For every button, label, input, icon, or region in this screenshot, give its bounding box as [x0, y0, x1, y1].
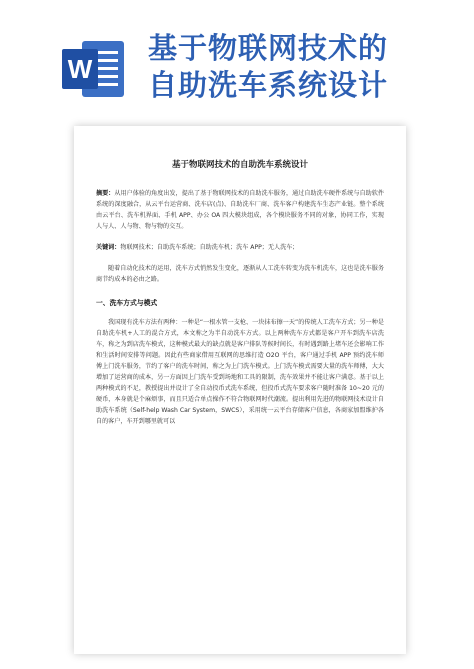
abstract-text: 从用户体验的角度出发，提出了基于物联网技术的自助洗车服务，通过自助洗车硬件系统与自助软件系统的深度融合，从云平台运营商、洗车店(点)、自助洗车厂商、洗车客户构建洗车生态产业链。整个系统由云平台、洗车机界面、手机 APP、办公 OA 四大模块组成，各个模块服务不同的对象，协同工作，实现人与人、人与物、物与物的交互。 — [96, 190, 385, 230]
banner-title-line2: 自助洗车系统设计 — [148, 68, 389, 102]
section-heading: 一、洗车方式与模式 — [96, 299, 158, 307]
document-page — [74, 126, 406, 654]
intro-paragraph: 随着自动化技术的运用，洗车方式悄然发生变化，逐渐从人工洗车转变为洗车机洗车，这也是洗车服务商节约成本的必由之路。 — [96, 265, 384, 283]
keywords-label: 关键词： — [96, 244, 121, 251]
document-title: 基于物联网技术的自助洗车系统设计 — [171, 160, 308, 170]
word-document-icon — [62, 37, 124, 101]
word-icon-letter: W — [62, 49, 98, 89]
keywords-text: 物联网技术；自助洗车系统；自助洗车机；洗车 APP；无人洗车； — [120, 244, 299, 251]
banner-title — [148, 30, 468, 104]
keywords — [96, 242, 384, 253]
banner-title-line1: 基于物联网技术的 — [148, 31, 389, 65]
section-paragraph: 我国现有洗车方法有两种：一种是“一根水管一支枪、一块抹布擦一天”的传统人工洗车方式；另一种是自助洗车机+人工的混合方式，本文称之为半自动洗车方式。以上两种洗车方式都是客户开车到洗车店洗车，称之为到店洗车模式，这种模式最大的缺点就是客户排队等候时间长，有时遇到路上堵车还会影响工作和生活时间安排等问题。因此有些商家借用互联网的思维打造 O2O 平台，客户通过手机 APP 预约洗车师傅上门洗车服务，节约了客户的洗车时间，称之为上门洗车模式。上门洗车模式需要大量的洗车师傅，大大增加了运营商的成本，另一方面因上门洗车受到场地和工具的限制，洗车效果并不能让客户满意。基于以上两种模式的不足，教授提出并设计了全自动投币式洗车系统，但投币式洗车要求客户随时准备 10~20 元的硬币，本身就是个麻烦事，而且只适合单点操作不符合物联网时代潮流。提出利用先进的物联网技术设计自助洗车系统（Self-help Wash Car System，SWCS），采用统一云平台存储客户信息，各商家加盟维护各自的客户，车开到哪里就可以 — [96, 319, 384, 425]
page-header — [0, 0, 474, 108]
abstract — [96, 188, 384, 232]
abstract-label: 摘要： — [96, 190, 115, 197]
